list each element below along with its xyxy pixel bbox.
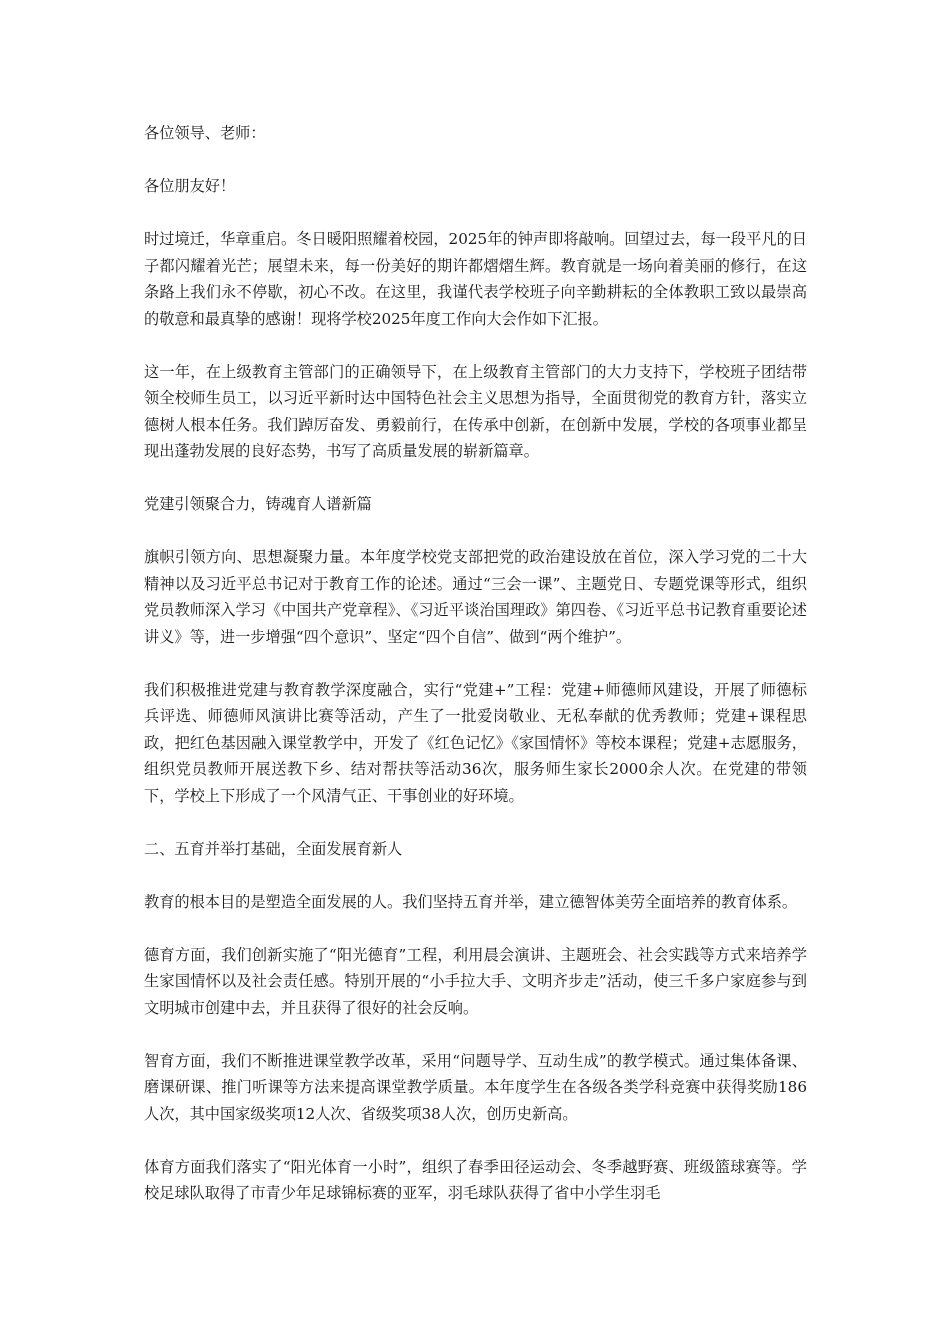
salutation-leaders: 各位领导、老师： (144, 124, 266, 142)
salutation-friends: 各位朋友好！ (144, 177, 236, 195)
paragraph-party-plus: 我们积极推进党建与教育教学深度融合，实行“党建+”工程：党建+师德师风建设，开展了师德标兵评选、师德师风演讲比赛等活动，产生了一批爱岗敬业、无私奉献的优秀教师；党建+课程思政，把红色基因融入课堂教学中，开发了《红色记忆》《家国情怀》等校本课程；党建+志愿服务，组织党员教师开展送教下乡、结对帮扶等活动36次，服务师生家长2000余人次。在党建的带领下，学校上下形成了一个风清气正、干事创业的好环境。 (144, 680, 807, 805)
paragraph-intellectual-education: 智育方面，我们不断推进课堂教学改革，采用“问题导学、互动生成”的教学模式。通过集体备课、磨课研课、推门听课等方法来提高课堂教学质量。本年度学生在各级各类学科竞赛中获得奖励186人次，其中国家级奖项12人次、省级奖项38人次，创历史新高。 (144, 1051, 807, 1123)
paragraph-moral-education: 德育方面，我们创新实施了“阳光德育”工程，利用晨会演讲、主题班会、社会实践等方式来培养学生家国情怀以及社会责任感。特别开展的“小手拉大手、文明齐步走”活动，使三千多户家庭参与到文明城市创建中去，并且获得了很好的社会反响。 (144, 945, 807, 1017)
paragraph-party-study: 旗帜引领方向、思想凝聚力量。本年度学校党支部把党的政治建设放在首位，深入学习党的二十大精神以及习近平总书记对于教育工作的论述。通过“三会一课”、主题党日、专题党课等形式，组织党员教师深入学习《中国共产党章程》、《习近平谈治国理政》第四卷、《习近平总书记教育重要论述讲义》等，进一步增强“四个意识”、坚定“四个自信”、做到“两个维护”。 (144, 548, 807, 646)
paragraph-education-goal: 教育的根本目的是塑造全面发展的人。我们坚持五育并举，建立德智体美劳全面培养的教育体系。 (144, 892, 798, 911)
document-body (144, 120, 807, 1207)
paragraph-physical-education: 体育方面我们落实了“阳光体育一小时”，组织了春季田径运动会、冬季越野赛、班级篮球赛等。学校足球队取得了市青少年足球锦标赛的亚军，羽毛球队获得了省中小学生羽毛 (144, 1157, 807, 1202)
paragraph-opening: 时过境迁，华章重启。冬日暖阳照耀着校园，2025年的钟声即将敲响。回望过去，每一段平凡的日子都闪耀着光芒；展望未来，每一份美好的期许都熠熠生辉。教育就是一场向着美丽的修行，在这条路上我们永不停歇，初心不改。在这里，我谨代表学校班子向辛勤耕耘的全体教职工致以最崇高的敬意和最真挚的感谢！现将学校2025年度工作向大会作如下汇报。 (144, 230, 807, 328)
paragraph-overview: 这一年，在上级教育主管部门的正确领导下，在上级教育主管部门的大力支持下，学校班子团结带领全校师生员工，以习近平新时达中国特色社会主义思想为指导，全面贯彻党的教育方针，落实立德树人根本任务。我们踔厉奋发、勇毅前行，在传承中创新，在创新中发展，学校的各项事业都呈现出蓬勃发展的良好态势，书写了高质量发展的崭新篇章。 (144, 362, 807, 460)
section-heading-five-education: 二、五育并举打基础，全面发展育新人 (144, 839, 403, 858)
section-heading-party: 党建引领聚合力，铸魂育人谱新篇 (144, 495, 372, 513)
